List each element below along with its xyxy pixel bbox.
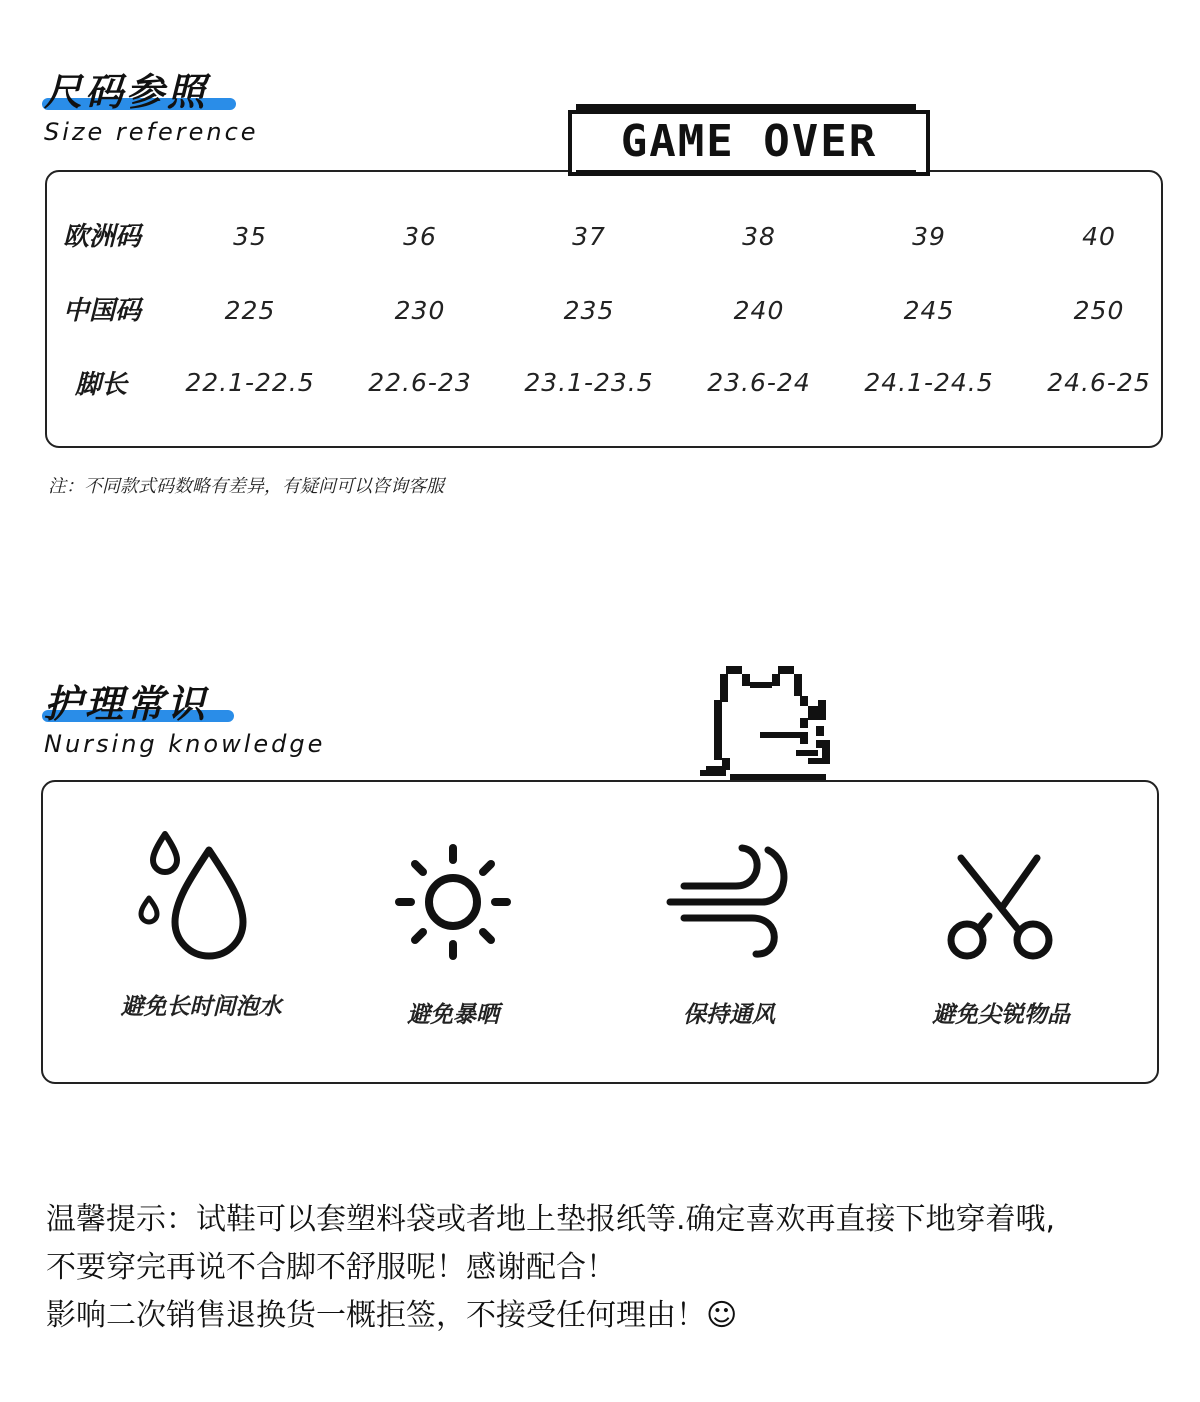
care-title-zh: 护理常识 (44, 682, 209, 726)
row-label-foot-length: 脚长 (75, 370, 128, 400)
tips-line-1: 温馨提示：试鞋可以套塑料袋或者地上垫报纸等.确定喜欢再直接下地穿着哦, (46, 1202, 1056, 1237)
table-cell: 37 (572, 222, 606, 251)
table-cell: 235 (563, 296, 615, 325)
size-title-en: Size reference (44, 118, 259, 146)
table-cell: 22.1-22.5 (185, 368, 315, 397)
scissors-icon (941, 852, 1061, 962)
size-title-zh: 尺码参照 (44, 70, 209, 114)
table-cell: 250 (1073, 296, 1125, 325)
water-drops-icon (131, 828, 271, 960)
table-cell: 40 (1082, 222, 1116, 251)
care-label-wind: 保持通风 (683, 1002, 775, 1028)
care-title-en: Nursing knowledge (44, 730, 326, 758)
sun-icon (393, 842, 513, 962)
care-label-scissors: 避免尖锐物品 (932, 1002, 1070, 1028)
table-cell: 225 (224, 296, 276, 325)
table-cell: 23.1-23.5 (524, 368, 654, 397)
care-item-water (81, 828, 321, 1021)
table-cell: 22.6-23 (368, 368, 472, 397)
care-item-scissors (881, 852, 1121, 1029)
table-cell: 240 (733, 296, 785, 325)
size-note: 注：不同款式码数略有差异，有疑问可以咨询客服 (48, 476, 444, 497)
row-label-cn: 中国码 (63, 296, 142, 326)
table-cell: 245 (903, 296, 955, 325)
size-section-title (44, 70, 259, 146)
care-card (41, 780, 1159, 1084)
table-cell: 23.6-24 (707, 368, 811, 397)
warm-tips (46, 1196, 1166, 1340)
care-section-title (44, 682, 325, 758)
care-label-sun: 避免暴晒 (407, 1002, 499, 1028)
table-cell: 230 (394, 296, 446, 325)
table-cell: 24.6-25 (1047, 368, 1151, 397)
table-cell: 24.1-24.5 (864, 368, 994, 397)
table-cell: 38 (742, 222, 776, 251)
tips-line-2: 不要穿完再说不合脚不舒服呢！感谢配合！ (46, 1250, 616, 1285)
table-cell: 36 (403, 222, 437, 251)
game-over-text: GAME OVER (620, 116, 878, 167)
game-over-badge (568, 110, 926, 174)
wind-icon (664, 842, 794, 962)
pixel-cat-icon (696, 662, 842, 786)
care-item-sun (333, 842, 573, 1029)
size-table (47, 172, 1161, 446)
row-label-eu: 欧洲码 (63, 222, 142, 252)
care-item-wind (609, 842, 849, 1029)
table-cell: 39 (912, 222, 946, 251)
care-label-water: 避免长时间泡水 (120, 994, 282, 1020)
size-table-card (45, 170, 1163, 448)
table-cell: 35 (233, 222, 267, 251)
tips-line-3: 影响二次销售退换货一概拒签，不接受任何理由！☺ (46, 1298, 738, 1333)
